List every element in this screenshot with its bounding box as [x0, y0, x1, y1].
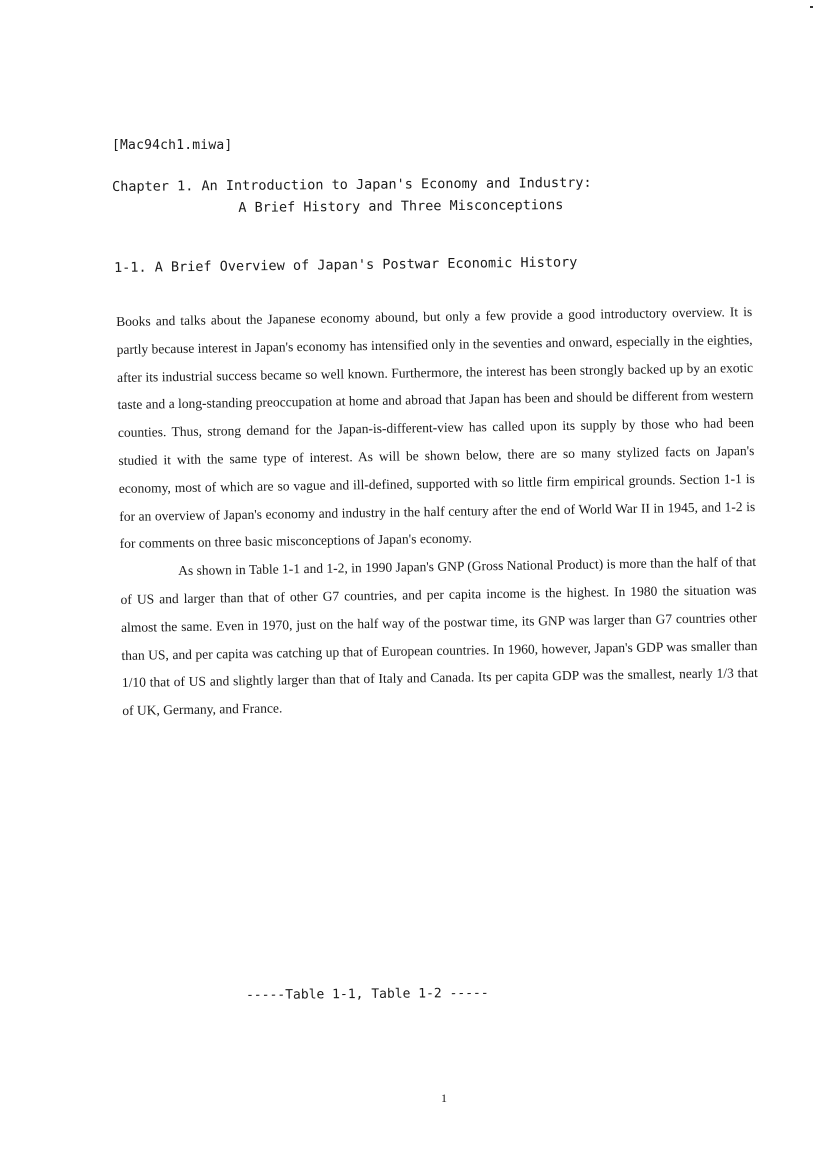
- paragraph-2: As shown in Table 1-1 and 1-2, in 1990 Japan's GNP (Gross National Product) is more than the half of that of US and larger than that of other G7 countries, and per capita income is the highest. In 1980 the situation was almost the same. Even in 1970, just on the half way of the postwar time, its GNP was larger than G7 countries other than US, and per capita was catching up that of European countries. In 1960, however, Japan's GDP was smaller than 1/10 that of US and slightly larger than that of Italy and Canada. Its per capita GDP was the smallest, nearly 1/3 that of UK, Germany, and France.: [120, 554, 758, 719]
- file-tag: [Mac94ch1.miwa]: [112, 138, 233, 153]
- chapter-title: [112, 172, 592, 220]
- chapter-title-line2: A Brief History and Three Misconceptions: [238, 197, 564, 216]
- section-title: 1-1. A Brief Overview of Japan's Postwar Economic History: [114, 254, 578, 276]
- scan-mark: [810, 6, 813, 8]
- chapter-title-line1: Chapter 1. An Introduction to Japan's Economy and Industry:: [112, 174, 592, 195]
- paragraph-1: Books and talks about the Japanese economy abound, but only a few provide a good introductory overview. It is partly because interest in Japan's economy has intensified only in the seventies and onward, especially in the eighties, after its industrial success became so well known. Furthermore, the interest has been strongly backed up by an exotic taste and a long-standing preoccupation at home and abroad that Japan has been and should be different from western counties. Thus, strong demand for the Japan-is-different-view has called upon its supply by those who had been studied it with the same type of interest. As will be shown below, there are so many stylized facts on Japan's economy, most of which are so vague and ill-defined, supported with so little firm empirical grounds. Section 1-1 is for an overview of Japan's economy and industry in the half century after the end of World War II in 1945, and 1-2 is for comments on three basic misconceptions of Japan's economy.: [116, 304, 756, 552]
- page-number: 1: [441, 1091, 447, 1105]
- body-text: [116, 298, 758, 725]
- table-reference: -----Table 1-1, Table 1-2 -----: [246, 985, 489, 1003]
